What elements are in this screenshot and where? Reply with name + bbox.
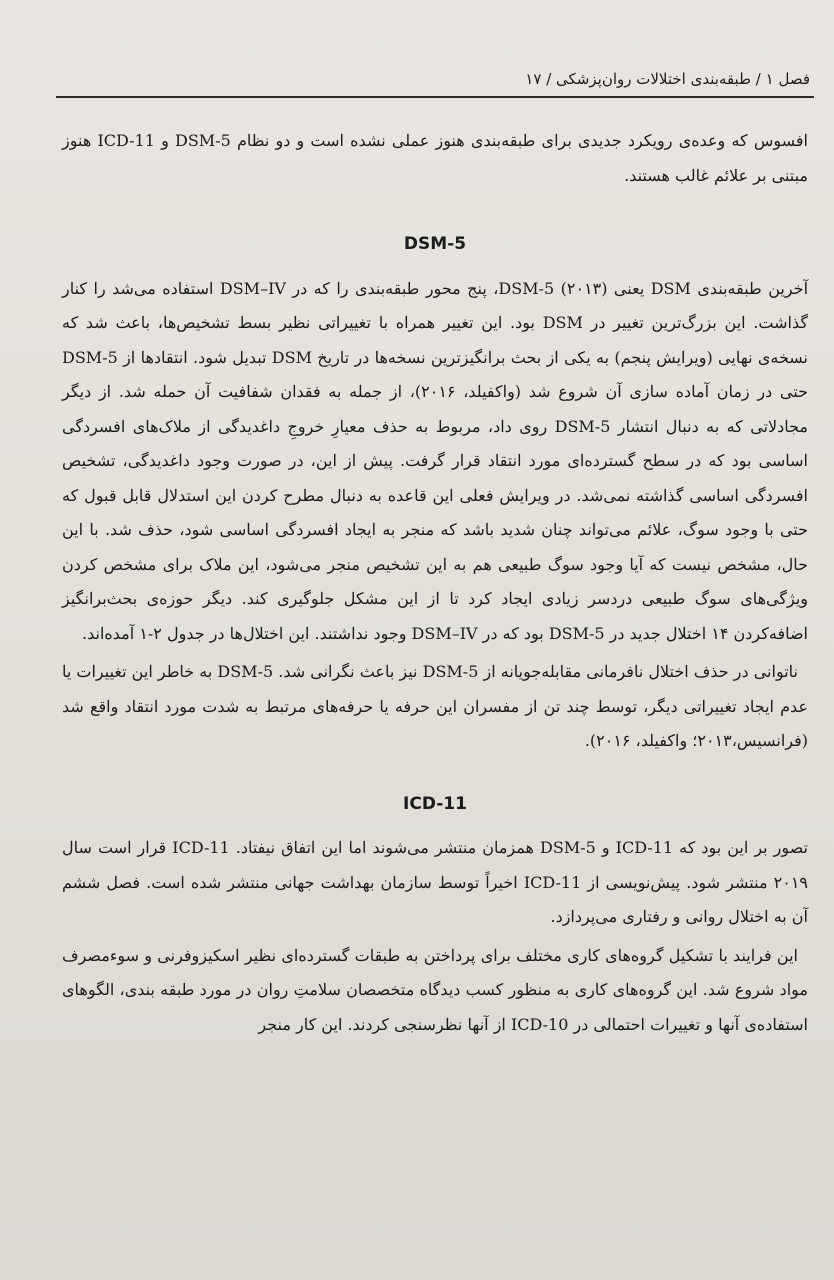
section-heading-icd11: ICD-11 <box>403 793 467 814</box>
section-heading-dsm5: DSM-5 <box>403 234 467 254</box>
header-rule <box>56 96 814 98</box>
dsm5-paragraph-1: آخرین طبقه‌بندی DSM یعنی DSM-5 (۲۰۱۳)، پنج محور طبقه‌بندی را که در DSM–IV استفاده می‌شد را کنار گذاشت. این بزرگ‌ترین تغییر در DSM بود. این تغییر همراه با تغییراتی نظیر بسط تشخیص‌ها، باعث شد که نسخه‌ی نهایی (ویرایش پنجم) به یکی از بحث برانگیزترین نسخه‌ها در تاریخ DSM تبدیل شود. انتقادها از DSM-5 حتی در زمان آماده سازی آن شروع شد (واکفیلد، ۲۰۱۶)، از جمله به فقدان شفافیت آن حمله شد. از دیگر مجادلاتی که به دنبال انتشار DSM-5 روی داد، مربوط به حذف معیارِ خروجِ داغدیدگی از ملاک‌های افسردگی اساسی بود که در سطح گسترده‌ای مورد انتقاد قرار گرفت. پیش از این، در صورت وجود داغدیدگی، تشخیص افسردگی اساسی گذاشته نمی‌شد. در ویرایش فعلی این قاعده به دنبال مطرح کردن این استدلال قابل قبول که حتی با وجود سوگ، علائم می‌تواند چنان شدید باشد که منجر به ایجاد افسردگی اساسی شود، حذف شد. با این حال، مشخص نیست که آیا وجود سوگ طبیعی هم به این تشخیص منجر می‌شود، این ملاک برای مشخص کردن ویژگی‌های سوگ طبیعی دردسر زیادی ایجاد کرد تا از این مشکل جلوگیری کند. دیگر حوزه‌ی بحث‌برانگیز اضافه‌کردن ۱۴ اختلال جدید در DSM-5 بود که در DSM–IV وجود نداشتند. این اختلال‌ها در جدول ۲-۱ آمده‌اند. <box>62 278 809 643</box>
intro-paragraph: افسوس که وعده‌ی رویکرد جدیدی برای طبقه‌بندی هنوز عملی نشده است و دو نظام DSM-5 و ICD-11 هنوز مبتنی بر علائم غالب هستند. <box>62 131 808 185</box>
icd11-paragraph-1: تصور بر این بود که ICD-11 و DSM-5 همزمان منتشر می‌شوند اما این اتفاق نیفتاد. ICD-11 قرار است سال ۲۰۱۹ منتشر شود. پیش‌نویسی از ICD-11 اخیراً توسط سازمان بهداشت جهانی منتشر شده است. فصل ششم آن به اختلال روانی و رفتاری می‌پردازد. <box>62 838 809 926</box>
running-header: فصل ۱ / طبقه‌بندی اختلالات روان‌پزشکی / ۱۷ <box>525 70 810 88</box>
icd11-paragraph-2: این فرایند با تشکیل گروه‌های کاری مختلف برای پرداختن به طبقات گسترده‌ای نظیر اسکیزوفرنی و سوءمصرف مواد شروع شد. این گروه‌های کاری به منظور کسب دیدگاه متخصصان سلامتِ روان در مورد طبقه بندی، الگوهای استفاده‌ی آنها و تغییرات احتمالی در ICD-10 از آنها نظرسنجی کردند. این کار منجر <box>62 945 809 1034</box>
page-body <box>62 124 808 1046</box>
dsm5-paragraph-2: ناتوانی در حذف اختلال نافرمانی مقابله‌جویانه از DSM-5 نیز باعث نگرانی شد. DSM-5 به خاطر این تغییرات یا عدم ایجاد تغییراتی دیگر، توسط چند تن از مفسران این حرفه یا حرفه‌های مرتبط به شدت مورد انتقاد واقع شد (فرانسیس،۲۰۱۳؛ واکفیلد، ۲۰۱۶). <box>62 662 809 750</box>
